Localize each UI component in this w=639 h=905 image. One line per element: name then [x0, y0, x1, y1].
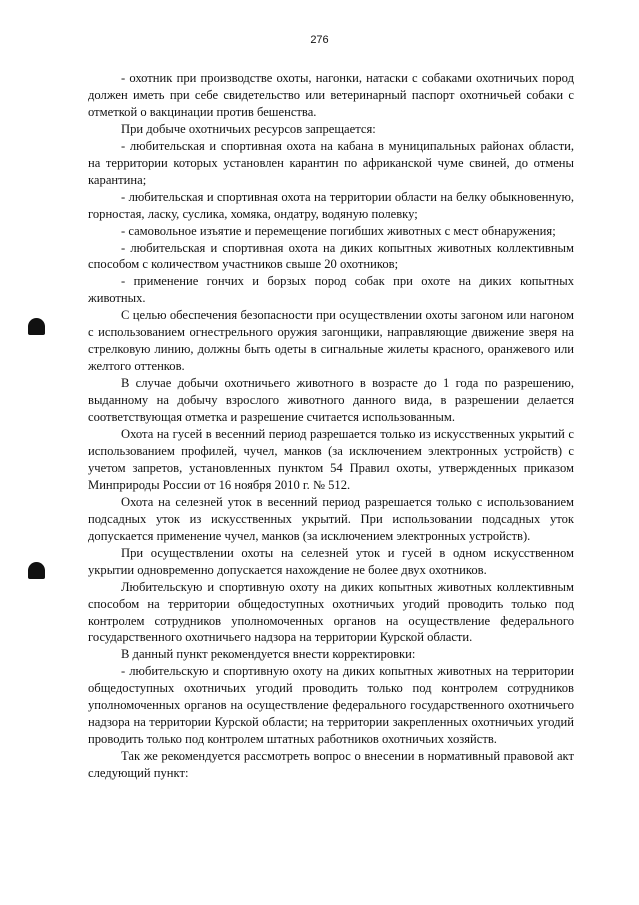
paragraph: - любительская и спортивная охота на кабана в муниципальных районах области, на территории которых установлен карантин по африканской чуме свиней, до отмены карантина; [88, 138, 574, 187]
paragraph: При осуществлении охоты на селезней уток и гусей в одном искусственном укрытии одновременно допускается нахождение не более двух охотников. [88, 545, 574, 577]
paragraph: При добыче охотничьих ресурсов запрещается: [121, 121, 376, 136]
paragraph: - любительская и спортивная охота на диких копытных животных коллективным способом с количеством участников свыше 20 охотников; [88, 240, 574, 272]
document-body [88, 70, 574, 782]
page-number: 276 [310, 34, 329, 46]
paragraph: С целью обеспечения безопасности при осуществлении охоты загоном или нагоном с использованием огнестрельного оружия загонщики, направляющие движение зверя на стрелковую линию, должны быть одеты в сигнальные жилеты красного, оранжевого или желтого оттенков. [88, 308, 574, 374]
paragraph: Так же рекомендуется рассмотреть вопрос о внесении в нормативный правовой акт следующий пункт: [88, 749, 574, 781]
paragraph: - любительская и спортивная охота на территории области на белку обыкновенную, горностая, ласку, суслика, хомяка, ондатру, водяную полевку; [88, 189, 574, 221]
paragraph: В данный пункт рекомендуется внести корректировки: [121, 647, 416, 662]
paragraph: Охота на селезней уток в весенний период разрешается только с использованием подсадных уток из искусственных укрытий. При использовании подсадных уток допускается применение чучел, манков (за исключением электронных устройств). [88, 494, 574, 543]
paragraph: - любительскую и спортивную охоту на диких копытных животных на территории общедоступных охотничьих угодий проводить только под контролем сотрудников уполномоченных органов на осуществление федерального государственного охотничьего надзора на территории Курской области; на территории закрепленных охотничьих угодий проводить только под контролем штатных работников охотничьих хозяйств. [88, 664, 574, 747]
paragraph: Любительскую и спортивную охоту на диких копытных животных коллективным способом на территории общедоступных охотничьих угодий проводить только под контролем сотрудников уполномоченных органов на осуществление федерального государственного охотничьего надзора на территории Курской области. [88, 579, 574, 645]
binder-hole-icon [28, 562, 45, 579]
binder-hole-icon [28, 318, 45, 335]
paragraph: - самовольное изъятие и перемещение погибших животных с мест обнаружения; [121, 223, 556, 238]
paragraph: Охота на гусей в весенний период разрешается только из искусственных укрытий с использованием профилей, чучел, манков (за исключением электронных устройств) с учетом запретов, установленных пунктом 54 Правил охоты, утвержденных приказом Минприроды России от 16 ноября 2010 г. № 512. [88, 427, 574, 492]
paragraph: В случае добычи охотничьего животного в возрасте до 1 года по разрешению, выданному на добычу взрослого животного данного вида, в разрешении делается соответствующая отметка и разрешение считается использованным. [88, 376, 574, 425]
paragraph: - применение гончих и борзых пород собак при охоте на диких копытных животных. [88, 274, 574, 306]
paragraph: - охотник при производстве охоты, нагонки, натаски с собаками охотничьих пород должен иметь при себе свидетельство или ветеринарный паспорт охотничьей собаки с отметкой о вакцинации против бешенства. [88, 71, 574, 119]
